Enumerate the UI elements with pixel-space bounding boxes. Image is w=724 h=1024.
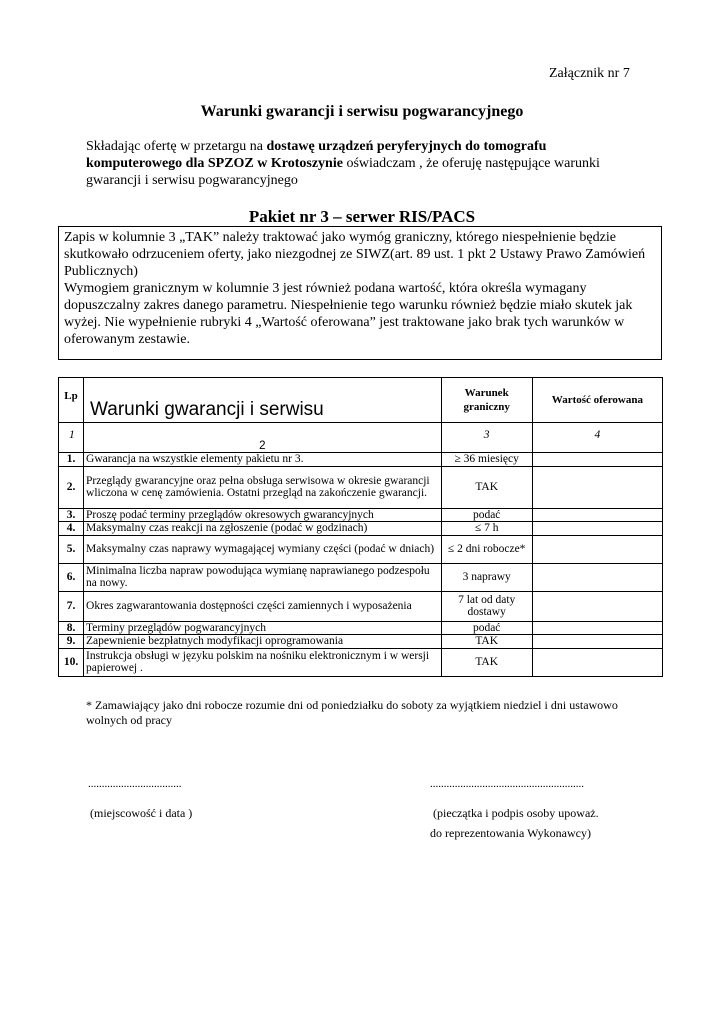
row-limit: TAK	[441, 635, 532, 649]
intro-text-2: oświadczam , że oferuję następujące warunki gwarancji i serwisu pogwarancyjnego	[86, 156, 600, 188]
row-limit: TAK	[441, 648, 532, 676]
warranty-table	[58, 377, 663, 677]
row-condition: Maksymalny czas reakcji na zgłoszenie (podać w godzinach)	[84, 522, 442, 536]
table-row	[59, 621, 663, 635]
table-body	[59, 453, 663, 677]
row-offered-value[interactable]	[532, 453, 662, 467]
row-number: 9.	[59, 635, 84, 649]
row-number: 8.	[59, 621, 84, 635]
row-number: 3.	[59, 508, 84, 522]
row-condition: Zapewnienie bezpłatnych modyfikacji oprogramowania	[84, 635, 442, 649]
header-lp: Lp	[59, 378, 84, 423]
row-condition: Instrukcja obsługi w języku polskim na nośniku elektronicznym i w wersji papierowej .	[84, 648, 442, 676]
row-condition: Maksymalny czas naprawy wymagającej wymiany części (podać w dniach)	[84, 535, 442, 563]
package-title: Pakiet nr 3 – serwer RIS/PACS	[248, 207, 476, 226]
place-date-line: ..................................	[88, 778, 182, 790]
table-row	[59, 635, 663, 649]
row-number: 2.	[59, 466, 84, 508]
row-condition: Okres zagwarantowania dostępności części zamiennych i wyposażenia	[84, 591, 442, 621]
row-offered-value[interactable]	[532, 635, 662, 649]
column-number-row	[59, 423, 663, 453]
note-2: Wymogiem granicznym w kolumnie 3 jest również podana wartość, która określa wymagany dopuszczalny zakres danego parametru. Niespełnienie tego warunku również będzie miało skutek jak wyżej. Nie wypełnienie rubryki 4 „Wartość oferowana” jest traktowane jako brak tych warunków w oferowanym zestawie.	[64, 281, 633, 347]
row-condition: Terminy przeglądów pogwarancyjnych	[84, 621, 442, 635]
row-limit: TAK	[441, 466, 532, 508]
row-offered-value[interactable]	[532, 535, 662, 563]
signature-caption-2: do reprezentowania Wykonawcy)	[430, 826, 591, 840]
row-condition: Przeglądy gwarancyjne oraz pełna obsługa serwisowa w okresie gwarancji wliczona w cenę zamówienia. Ostatni przegląd na zakończenie gwarancji.	[84, 466, 442, 508]
table-row	[59, 522, 663, 536]
header-offered: Wartość oferowana	[532, 378, 662, 423]
annex-label: Załącznik nr 7	[549, 66, 630, 81]
row-offered-value[interactable]	[532, 466, 662, 508]
row-limit: ≥ 36 miesięcy	[441, 453, 532, 467]
row-condition: Minimalna liczba napraw powodująca wymianę naprawianego podzespołu na nowy.	[84, 563, 442, 591]
intro-paragraph	[86, 138, 646, 189]
table-header-row	[59, 378, 663, 423]
table-row	[59, 591, 663, 621]
row-number: 6.	[59, 563, 84, 591]
document-title: Warunki gwarancji i serwisu pogwarancyjnego	[200, 103, 524, 120]
col-number-2: 2	[84, 423, 442, 453]
row-limit: ≤ 7 h	[441, 522, 532, 536]
row-offered-value[interactable]	[532, 591, 662, 621]
notes-box	[58, 226, 662, 360]
row-number: 5.	[59, 535, 84, 563]
table-row	[59, 563, 663, 591]
row-limit: 7 lat od daty dostawy	[441, 591, 532, 621]
row-number: 7.	[59, 591, 84, 621]
note-1: Zapis w kolumnie 3 „TAK” należy traktować jako wymóg graniczny, którego niespełnienie będzie skutkowało odrzuceniem oferty, jako niezgodnej ze SIWZ(art. 89 ust. 1 pkt 2 Ustawy Prawo Zamówień Publicznych)	[64, 230, 646, 279]
intro-bold-subject: dostawę urządzeń peryferyjnych do tomografu komputerowego dla SPZOZ w Krotoszynie	[86, 139, 547, 171]
row-condition: Gwarancja na wszystkie elementy pakietu nr 3.	[84, 453, 442, 467]
row-limit: ≤ 2 dni robocze*	[441, 535, 532, 563]
table-row	[59, 535, 663, 563]
table-row	[59, 466, 663, 508]
row-number: 1.	[59, 453, 84, 467]
row-offered-value[interactable]	[532, 621, 662, 635]
row-limit: 3 naprawy	[441, 563, 532, 591]
row-offered-value[interactable]	[532, 648, 662, 676]
signature-line: ........................................................	[430, 778, 584, 790]
table-row	[59, 453, 663, 467]
header-conditions: Warunki gwarancji i serwisu	[84, 378, 442, 423]
table-row	[59, 648, 663, 676]
footnote: * Zamawiający jako dni robocze rozumie dni od poniedziałku do soboty za wyjątkiem niedziel i dni ustawowo wolnych od pracy	[86, 698, 618, 727]
row-limit: podać	[441, 508, 532, 522]
row-offered-value[interactable]	[532, 522, 662, 536]
signature-caption-1: (pieczątka i podpis osoby upoważ.	[433, 806, 599, 820]
col-number-4: 4	[532, 423, 662, 453]
table-row	[59, 508, 663, 522]
place-date-caption: (miejscowość i data )	[90, 806, 193, 820]
row-number: 10.	[59, 648, 84, 676]
row-limit: podać	[441, 621, 532, 635]
header-limit: Warunek graniczny	[441, 378, 532, 423]
row-offered-value[interactable]	[532, 563, 662, 591]
row-number: 4.	[59, 522, 84, 536]
intro-text-1: Składając ofertę w przetargu na	[86, 139, 267, 154]
col-number-1: 1	[59, 423, 84, 453]
col-number-3: 3	[441, 423, 532, 453]
row-condition: Proszę podać terminy przeglądów okresowych gwarancyjnych	[84, 508, 442, 522]
row-offered-value[interactable]	[532, 508, 662, 522]
